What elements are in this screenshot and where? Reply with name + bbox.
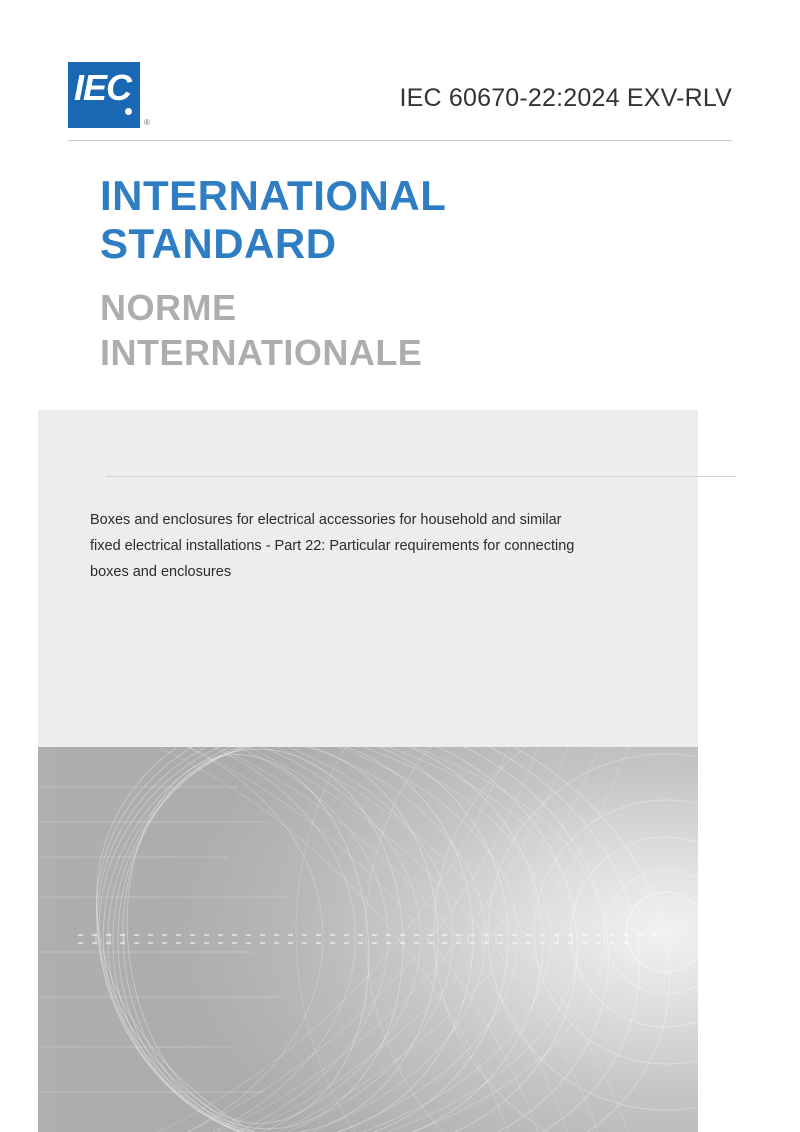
title-english [100, 172, 720, 268]
document-subtitle: Boxes and enclosures for electrical accessories for household and similar fixed electrical installations - Part 22: Particular requirements for connecting boxes and enclosures [90, 512, 575, 580]
cover-header [68, 62, 732, 138]
iec-logo-text: IEC [74, 67, 132, 108]
title-english-line-2: STANDARD [100, 220, 337, 267]
subtitle-panel [38, 410, 698, 747]
iec-logo [68, 62, 140, 128]
registered-trademark-icon: ® [144, 118, 150, 127]
cover-graphic [38, 747, 698, 1132]
subtitle-divider [106, 476, 736, 477]
title-french [100, 285, 720, 375]
header-divider [68, 140, 732, 141]
title-french-line-2: INTERNATIONALE [100, 332, 423, 373]
title-french-line-1: NORME [100, 287, 237, 328]
document-reference: IEC 60670-22:2024 EXV-RLV [399, 84, 732, 112]
iec-logo-dot [125, 108, 132, 115]
title-english-line-1: INTERNATIONAL [100, 172, 447, 219]
